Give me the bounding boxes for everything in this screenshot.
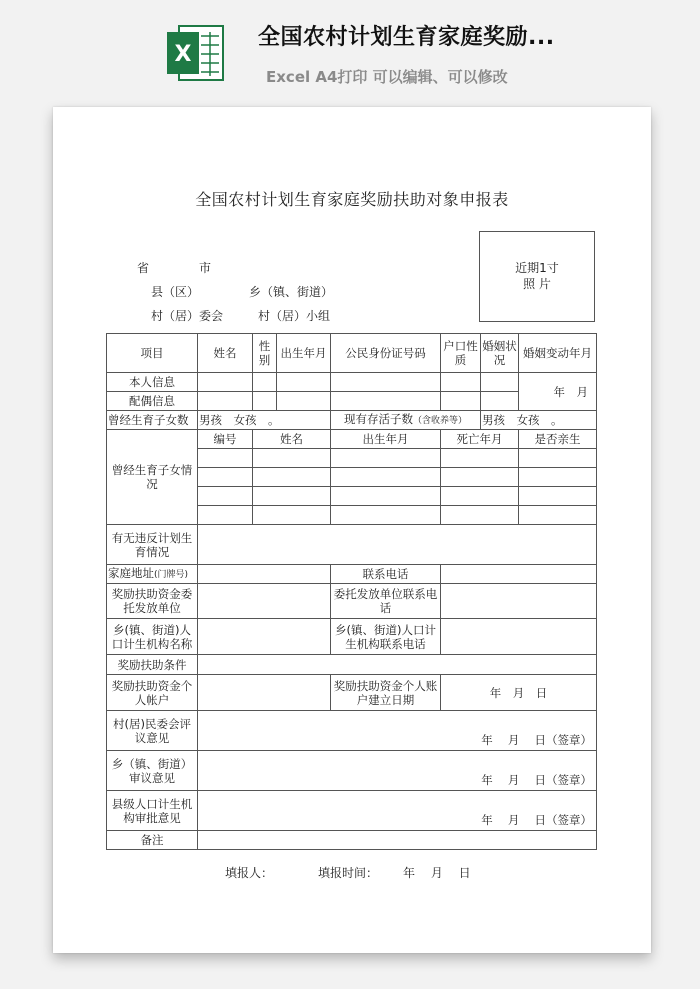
child-col-birth: 出生年月 (331, 430, 441, 449)
table-header-row (107, 334, 597, 373)
child-col-death: 死亡年月 (441, 430, 519, 449)
spouse-household-cell[interactable] (441, 392, 481, 411)
village-opinion-row (107, 711, 597, 751)
address-city: 市 (199, 261, 212, 275)
children-header-row (107, 430, 597, 449)
photo-box-line2: 照 片 (523, 277, 551, 291)
living-children-label (331, 411, 481, 430)
photo-box-line1: 近期1寸 (515, 261, 559, 275)
application-form-table (106, 333, 597, 850)
child-cell[interactable] (331, 449, 441, 468)
child-cell[interactable] (519, 449, 597, 468)
page-header (0, 0, 700, 100)
account-label: 奖励扶助资金个人帐户 (107, 675, 198, 711)
child-cell[interactable] (331, 487, 441, 506)
account-date-value[interactable]: 年 月 日 (441, 675, 597, 711)
village-opinion-sign[interactable]: 年 月 日（签章） (198, 711, 597, 751)
spouse-info-label: 配偶信息 (107, 392, 198, 411)
spouse-marital-cell[interactable] (481, 392, 519, 411)
living-children-value[interactable]: 男孩 女孩 。 (481, 411, 597, 430)
child-cell[interactable] (253, 468, 331, 487)
child-cell[interactable] (519, 468, 597, 487)
address-county: 县（区） (151, 285, 200, 299)
children-born-label: 曾经生育子女数 (107, 411, 198, 430)
self-name-cell[interactable] (198, 373, 253, 392)
home-address-note: (门牌号) (154, 570, 189, 580)
children-born-value[interactable]: 男孩 女孩 。 (198, 411, 331, 430)
account-date-label: 奖励扶助资金个人账户建立日期 (331, 675, 441, 711)
self-household-cell[interactable] (441, 373, 481, 392)
funding-unit-label: 奖励扶助资金委托发放单位 (107, 584, 198, 619)
township-agency-row (107, 619, 597, 655)
home-address-value[interactable] (198, 565, 331, 584)
account-row (107, 675, 597, 711)
child-cell[interactable] (441, 468, 519, 487)
col-birth: 出生年月 (277, 334, 331, 373)
excel-icon (165, 22, 225, 84)
child-cell[interactable] (198, 449, 253, 468)
living-children-note: （含收养等） (412, 416, 467, 426)
remarks-value[interactable] (198, 831, 597, 850)
township-agency-value[interactable] (198, 619, 331, 655)
child-cell[interactable] (331, 506, 441, 525)
township-opinion-row (107, 751, 597, 791)
self-info-label: 本人信息 (107, 373, 198, 392)
self-birth-cell[interactable] (277, 373, 331, 392)
township-agency-phone-label: 乡(镇、街道)人口计生机构联系电话 (331, 619, 441, 655)
child-cell[interactable] (198, 487, 253, 506)
child-cell[interactable] (253, 487, 331, 506)
page-title: 全国农村计划生育家庭奖励... (258, 25, 555, 50)
phone-value[interactable] (441, 565, 597, 584)
self-info-row (107, 373, 597, 392)
home-address-text: 家庭地址 (108, 566, 154, 580)
conditions-value[interactable] (198, 655, 597, 675)
fill-date: 年 月 日 (403, 866, 471, 880)
address-village: 村（居）委会 (151, 309, 224, 323)
child-cell[interactable] (441, 449, 519, 468)
township-agency-label: 乡(镇、街道)人口计生机构名称 (107, 619, 198, 655)
spouse-name-cell[interactable] (198, 392, 253, 411)
living-children-text: 现有存活子数 (343, 412, 413, 426)
violation-label: 有无违反计划生育情况 (107, 525, 198, 565)
self-gender-cell[interactable] (253, 373, 277, 392)
child-cell[interactable] (519, 506, 597, 525)
remarks-row (107, 831, 597, 850)
children-count-row (107, 411, 597, 430)
remarks-label: 备注 (107, 831, 198, 850)
excel-icon-letter: X (174, 42, 192, 67)
children-section-label: 曾经生育子女情况 (107, 430, 198, 525)
child-col-biological: 是否亲生 (519, 430, 597, 449)
funding-unit-value[interactable] (198, 584, 331, 619)
photo-box (479, 231, 595, 322)
spouse-gender-cell[interactable] (253, 392, 277, 411)
col-name: 姓名 (198, 334, 253, 373)
violation-row (107, 525, 597, 565)
child-cell[interactable] (441, 506, 519, 525)
fill-time-label: 填报时间： (318, 866, 379, 880)
filler-label: 填报人： (225, 866, 274, 880)
address-township: 乡（镇、街道） (249, 285, 334, 299)
spouse-id-cell[interactable] (331, 392, 441, 411)
child-cell[interactable] (198, 468, 253, 487)
home-address-label (107, 565, 198, 584)
funding-unit-row (107, 584, 597, 619)
form-title: 全国农村计划生育家庭奖励扶助对象申报表 (195, 190, 509, 209)
col-item: 项目 (107, 334, 198, 373)
phone-label: 联系电话 (331, 565, 441, 584)
col-marital: 婚姻状况 (481, 334, 519, 373)
township-opinion-sign[interactable]: 年 月 日（签章） (198, 751, 597, 791)
col-id-number: 公民身份证号码 (331, 334, 441, 373)
col-household: 户口性质 (441, 334, 481, 373)
col-marital-change: 婚姻变动年月 (519, 334, 597, 373)
child-cell[interactable] (331, 468, 441, 487)
township-opinion-label: 乡（镇、街道）审议意见 (107, 751, 198, 791)
document-page (53, 107, 651, 953)
conditions-label: 奖励扶助条件 (107, 655, 198, 675)
account-value[interactable] (198, 675, 331, 711)
page-subtitle: Excel A4打印 可以编辑、可以修改 (266, 68, 508, 86)
conditions-row (107, 655, 597, 675)
county-opinion-label: 县级人口计生机构审批意见 (107, 791, 198, 831)
violation-value[interactable] (198, 525, 597, 565)
township-agency-phone-value[interactable] (441, 619, 597, 655)
child-cell[interactable] (441, 487, 519, 506)
village-opinion-label: 村(居)民委会评议意见 (107, 711, 198, 751)
child-col-number: 编号 (198, 430, 253, 449)
self-marital-cell[interactable] (481, 373, 519, 392)
address-province: 省 (137, 261, 150, 275)
county-opinion-row (107, 791, 597, 831)
address-phone-row (107, 565, 597, 584)
county-opinion-sign[interactable]: 年 月 日（签章） (198, 791, 597, 831)
funding-unit-phone-value[interactable] (441, 584, 597, 619)
address-group: 村（居）小组 (258, 309, 331, 323)
child-cell[interactable] (519, 487, 597, 506)
child-cell[interactable] (253, 449, 331, 468)
spouse-birth-cell[interactable] (277, 392, 331, 411)
child-cell[interactable] (253, 506, 331, 525)
child-col-name: 姓名 (253, 430, 331, 449)
col-gender: 性别 (253, 334, 277, 373)
funding-unit-phone-label: 委托发放单位联系电话 (331, 584, 441, 619)
marital-change-date[interactable]: 年 月 (519, 373, 597, 411)
self-id-cell[interactable] (331, 373, 441, 392)
child-cell[interactable] (198, 506, 253, 525)
